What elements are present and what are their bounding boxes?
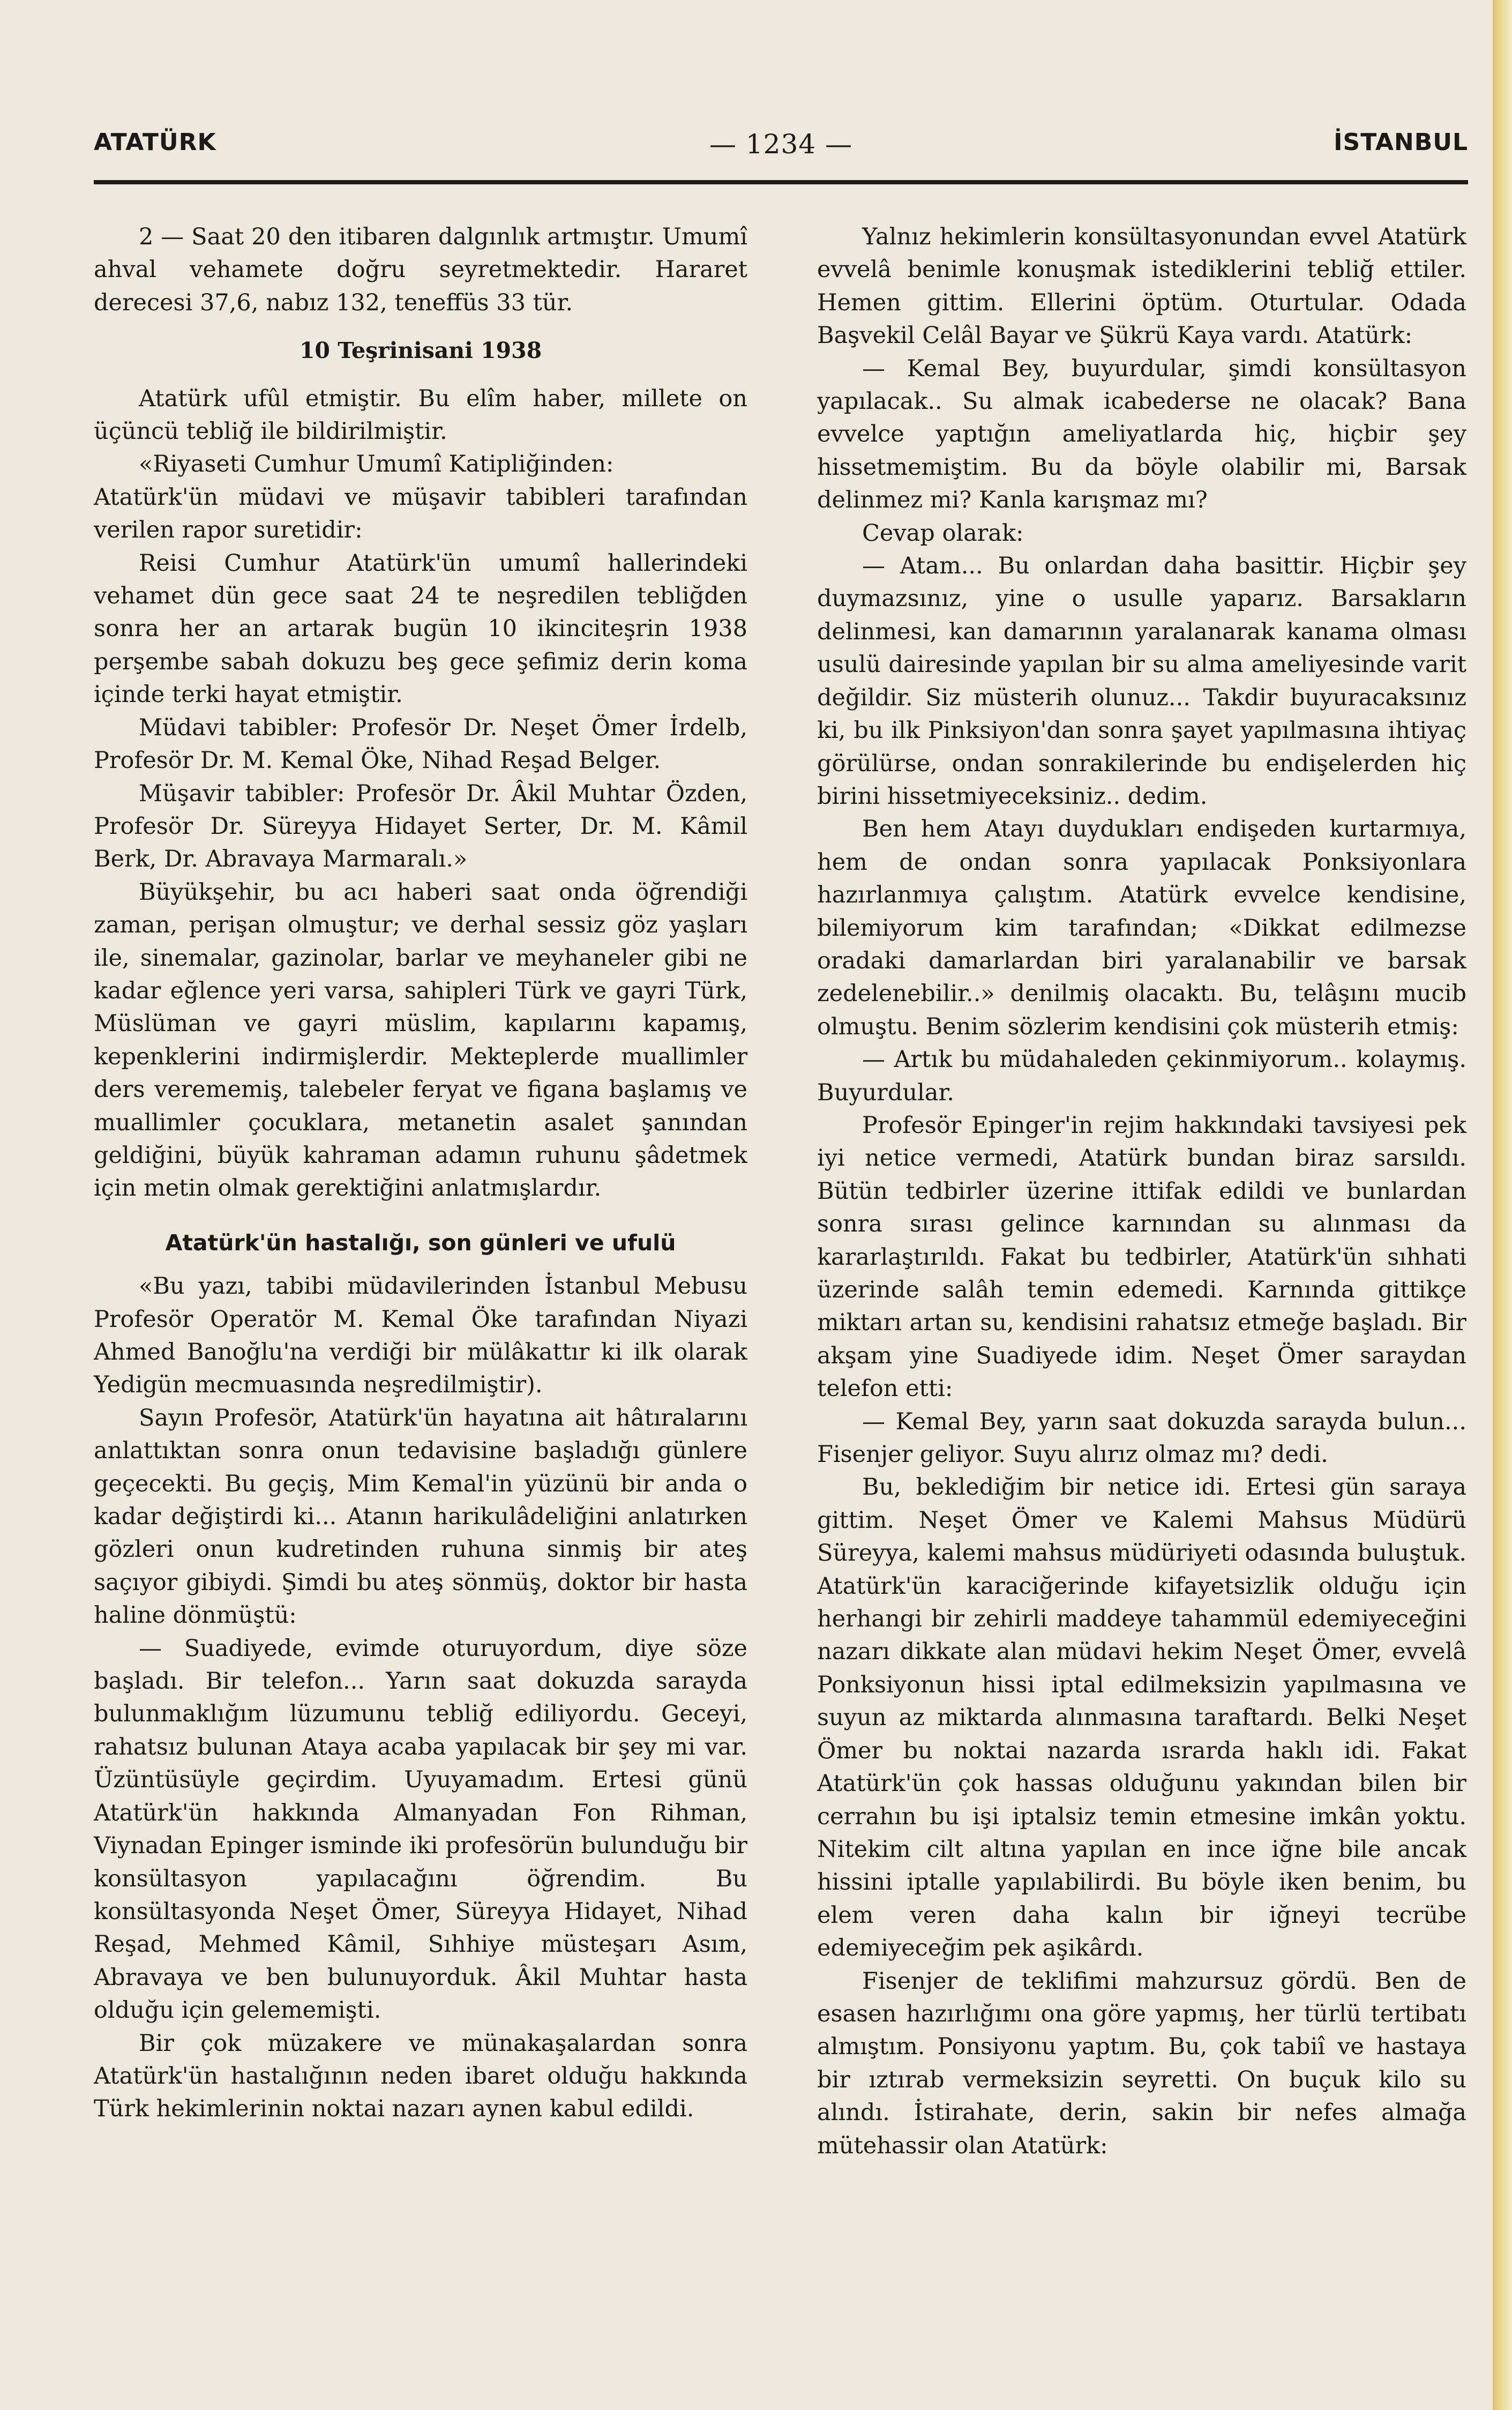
- paragraph: Atatürk ufûl etmiştir. Bu elîm haber, millete on üçüncü tebliğ ile bildirilmiştir.: [94, 385, 747, 445]
- date-heading: 10 Teşrinisani 1938: [299, 338, 542, 364]
- paragraph: «Riyaseti Cumhur Umumî Katipliğinden:: [139, 451, 614, 478]
- paragraph: Müşavir tabibler: Profesör Dr. Âkil Muhtar Özden, Profesör Dr. Süreyya Hidayet Serter, Dr. M. Kâmil Berk, Dr. Abravaya Marmaralı.»: [94, 780, 747, 873]
- running-title-left: ATATÜRK: [94, 129, 216, 156]
- paragraph: «Bu yazı, tabibi müdavilerinden İstanbul Mebusu Profesör Operatör M. Kemal Öke tarafından Niyazi Ahmed Banoğlu'na verdiği bir mülâkattır ki ilk olarak Yedigün mecmuasında neşredilmiştir).: [94, 1273, 747, 1399]
- paragraph: Ben hem Atayı duydukları endişeden kurtarmıya, hem de ondan sonra yapılacak Ponksiyonlara hazırlanmıya çalıştım. Atatürk evvelce kendisine, bilemiyorum kim tarafından; «Dikkat edilmezse oradaki damarlardan biri yaralanabilir ve barsak zedelenebilir..» denilmiş olacaktı. Bu, telâşını mucib olmuştu. Benim sözlerim kendisini çok müsterih etmiş:: [817, 816, 1466, 1040]
- paragraph: Bu, beklediğim bir netice idi. Ertesi gün saraya gittim. Neşet Ömer ve Kalemi Mahsus Müdürü Süreyya, kalemi mahsus müdüriyeti odasında buluştuk. Atatürk'ün karaciğerinde kifayetsizlik olduğu için herhangi bir zehirli maddeye tahammül edemiyeceğini nazarı dikkate alan müdavi hekim Neşet Ömer, evvelâ Ponksiyonun hissi iptal edilmeksizin yapılmasına ve suyun az miktarda alınmasına taraftardı. Belki Neşet Ömer bu noktai nazarda ısrarda haklı idi. Fakat Atatürk'ün çok hassas olduğunu yakından bilen bir cerrahın bu işi iptalsiz temin etmesine imkân yoktu. Nitekim cilt altına yapılan en ince iğne bile ancak hissini iptalle yapılabilirdi. Bu böyle iken benim, bu elem veren daha kalın bir iğneyi tecrübe edemiyeceğim pek aşikârdı.: [817, 1474, 1466, 1962]
- page-number: — 1234 —: [709, 129, 853, 160]
- right-column: [817, 221, 1466, 2162]
- paragraph: — Kemal Bey, buyurdular, şimdi konsültasyon yapılacak.. Su almak icabederse ne olacak? Bana evvelce yaptığın ameliyatlarda hiç, hiçbir şey hissetmemiştim. Bu da böyle olabilir mi, Barsak delinmez mi? Kanla karışmaz mı?: [817, 355, 1466, 514]
- paragraph: 2 — Saat 20 den itibaren dalgınlık artmıştır. Umumî ahval vehamete doğru seyretmektedir. Hararet derecesi 37,6, nabız 132, teneffüs 33 tür.: [94, 223, 747, 316]
- paragraph: Reisi Cumhur Atatürk'ün umumî hallerindeki vehamet dün gece saat 24 te neşredilen tebliğden sonra her an artarak bugün 10 ikinciteşrin 1938 perşembe sabah dokuzu beş gece şefimiz derin koma içinde terki hayat etmiştir.: [94, 549, 747, 708]
- paragraph: — Atam... Bu onlardan daha basittir. Hiçbir şey duymazsınız, yine o usulle yaparız. Barsakların delinmesi, kan damarının yaralanarak kanama olması usulü dairesinde yapılan bir su alma ameliyesinde varit değildir. Siz müsterih olunuz... Takdir buyuracaksınız ki, bu ilk Pinksiyon'dan sonra şayet yapılmasına ihtiyaç görülürse, ondan sonrakilerinde bu endişelerden hiç birini hissetmiyeceksiniz.. dedim.: [817, 553, 1466, 810]
- paragraph: — Artık bu müdahaleden çekinmiyorum.. kolaymış. Buyurdular.: [817, 1046, 1466, 1106]
- paragraph: Sayın Profesör, Atatürk'ün hayatına ait hâtıralarını anlattıktan sonra onun tedavisine başladığı günlere geçecekti. Bu geçiş, Mim Kemal'in yüzünü bir anda o kadar değiştirdi ki... Atanın harikulâdeliğini anlatırken gözleri onun kudretinden ruhuna sinmiş bir ateş saçıyor gibiydi. Şimdi bu ateş sönmüş, doktor bir hasta haline dönmüştü:: [94, 1404, 747, 1629]
- page-header: [94, 129, 1468, 166]
- paragraph: Bir çok müzakere ve münakaşalardan sonra Atatürk'ün hastalığının neden ibaret olduğu hakkında Türk hekimlerinin noktai nazarı aynen kabul edildi.: [94, 2030, 747, 2123]
- paragraph: Büyükşehir, bu acı haberi saat onda öğrendiği zaman, perişan olmuştur; ve derhal sessiz göz yaşları ile, sinemalar, gazinolar, barlar ve meyhaneler gibi ne kadar eğlence yeri varsa, sahipleri Türk ve gayri Türk, Müslüman ve gayri müslim, kapılarını kapamış, kepenklerini indirmişlerdir. Mekteplerde muallimler ders verememiş, talebeler feryat ve figana başlamış ve muallimler çocuklara, metanetin asalet şanından geldiğini, büyük kahraman adamın ruhunu şâdetmek için metin olmak gerektiğini anlatmışlardır.: [94, 878, 747, 1202]
- left-column: [94, 221, 747, 2126]
- paragraph: Yalnız hekimlerin konsültasyonundan evvel Atatürk evvelâ benimle konuşmak istediklerini tebliğ ettiler. Hemen gittim. Ellerini öptüm. Oturtular. Odada Başvekil Celâl Bayar ve Şükrü Kaya vardı. Atatürk:: [817, 223, 1466, 349]
- paragraph: Atatürk'ün müdavi ve müşavir tabibleri tarafından verilen rapor suretidir:: [94, 483, 747, 544]
- paragraph: Cevap olarak:: [862, 519, 1024, 547]
- paragraph: — Kemal Bey, yarın saat dokuzda sarayda bulun... Fisenjer geliyor. Suyu alırız olmaz mı? dedi.: [817, 1408, 1466, 1468]
- paragraph: — Suadiyede, evimde oturuyordum, diye söze başladı. Bir telefon... Yarın saat dokuzda sarayda bulunmaklığım lüzumunu tebliğ ediliyordu. Geceyi, rahatsız bulunan Ataya acaba yapılacak bir şey mi var. Üzüntüsüyle geçirdim. Uyuyamadım. Ertesi günü Atatürk'ün hakkında Almanyadan Fon Rihman, Viynadan Epinger isminde iki profesörün bulunduğu bir konsültasyon yapılacağını öğrendim. Bu konsültasyonda Neşet Ömer, Süreyya Hidayet, Nihad Reşad, Mehmed Kâmil, Sıhhiye müsteşarı Asım, Abravaya ve ben bulunuyorduk. Âkil Muhtar hasta olduğu için gelememişti.: [94, 1635, 747, 2024]
- paragraph: Profesör Epinger'in rejim hakkındaki tavsiyesi pek iyi netice vermedi, Atatürk bundan biraz sarsıldı. Bütün tedbirler üzerine ittifak edildi ve bunlardan sonra sırası gelince karnından su alınması da kararlaştırıldı. Fakat bu tedbirler, Atatürk'ün sıhhati üzerinde salâh temin edemedi. Karnında gittikçe miktarı artan su, kendisini rahatsız etmeğe başladı. Bir akşam yine Suadiyede idim. Neşet Ömer saraydan telefon etti:: [817, 1111, 1466, 1402]
- paragraph: Fisenjer de teklifimi mahzursuz gördü. Ben de esasen hazırlığımı ona göre yapmış, her türlü tertibatı almıştım. Ponsiyonu yaptım. Bu, çok tabiî ve hastaya bir ıztırab vermeksizin seyretti. On buçuk kilo su alındı. İstirahate, derin, sakin bir nefes almağa mütehassir olan Atatürk:: [817, 1967, 1466, 2159]
- running-title-right: İSTANBUL: [1334, 129, 1468, 156]
- section-heading: Atatürk'ün hastalığı, son günleri ve ufulü: [165, 1229, 676, 1256]
- header-rule: [94, 180, 1468, 184]
- paragraph: Müdavi tabibler: Profesör Dr. Neşet Ömer İrdelb, Profesör Dr. M. Kemal Öke, Nihad Reşad Belger.: [94, 714, 747, 774]
- page-edge: [1493, 0, 1512, 2410]
